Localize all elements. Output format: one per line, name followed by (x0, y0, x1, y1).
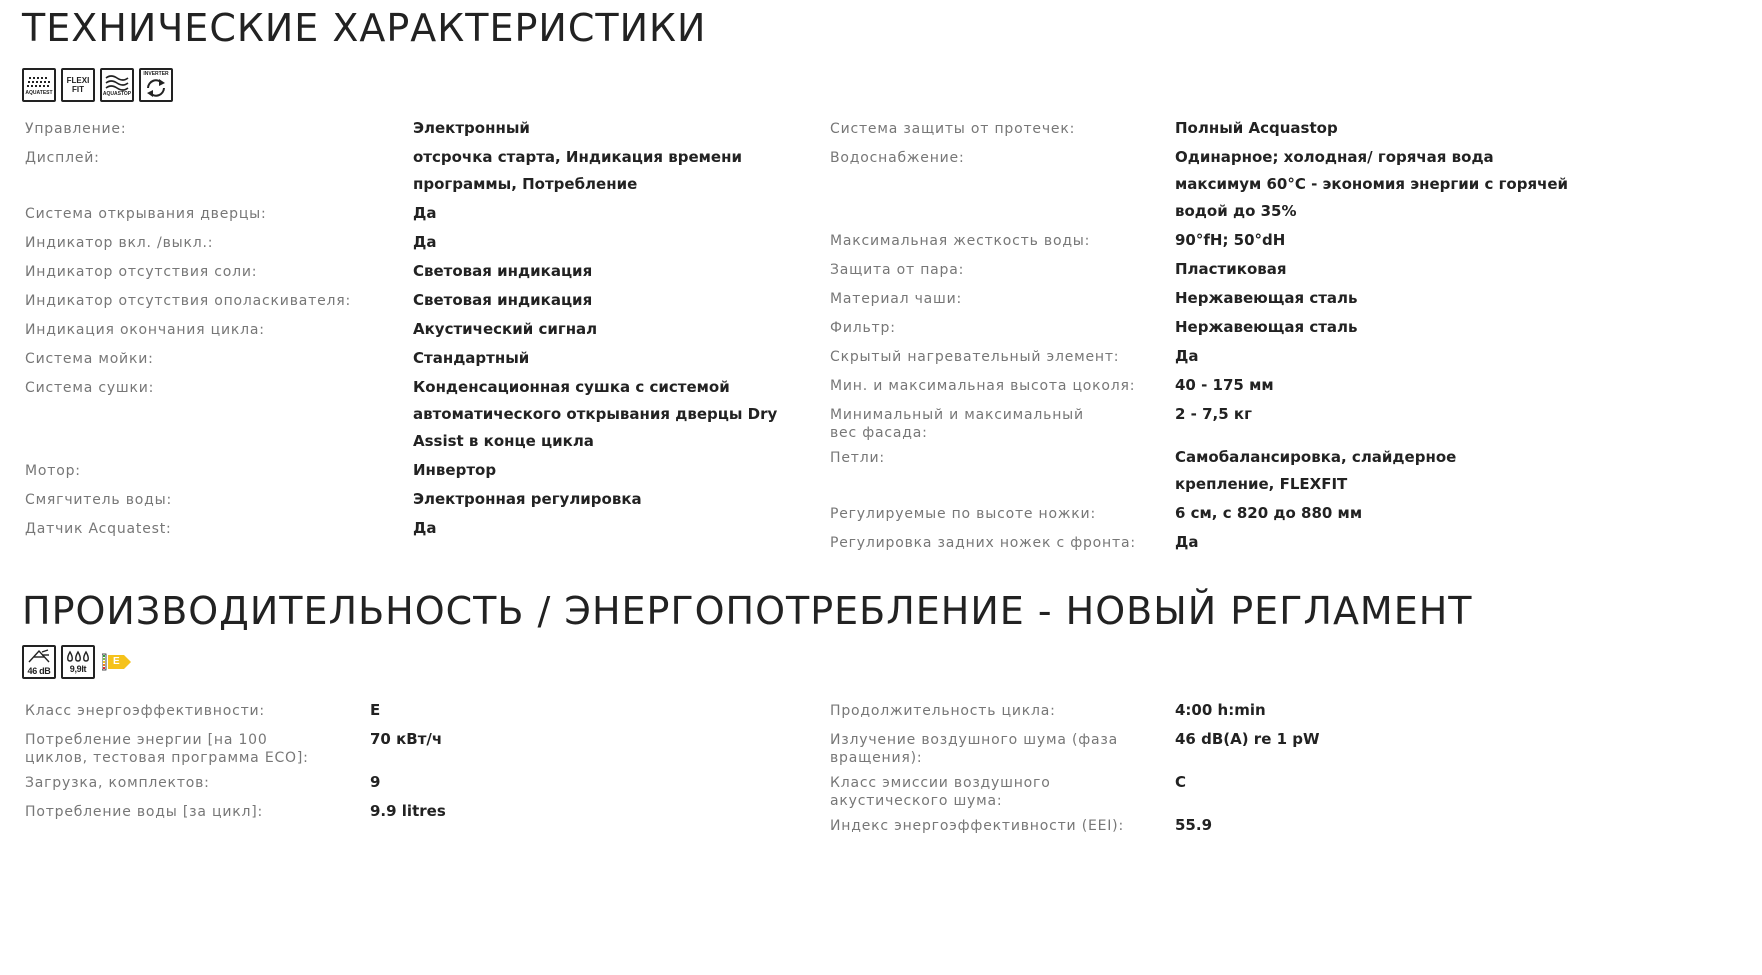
spec-label: Водоснабжение: (830, 150, 965, 166)
spec-value: Одинарное; холодная/ горячая вода максимум 60°C - экономия энергии с горячей водой до 35% (1175, 148, 1569, 220)
spec-label: Загрузка, комплектов: (25, 775, 210, 791)
aquastop-icon (100, 68, 134, 102)
spec-label: Индикатор отсутствия соли: (25, 264, 258, 280)
spec-row (25, 457, 793, 484)
spec-value: 40 - 175 мм (1175, 376, 1274, 394)
spec-row (25, 374, 793, 455)
spec-row (25, 726, 750, 767)
inverter-icon (139, 68, 173, 102)
spec-label: Минимальный и максимальный вес фасада: (830, 407, 1084, 441)
spec-value: Да (413, 233, 437, 251)
spec-row (25, 258, 793, 285)
spec-value: Нержавеющая сталь (1175, 289, 1358, 307)
spec-value: Электронный (413, 119, 530, 137)
noise-46db-icon-caption: 46 dB (27, 666, 51, 676)
spec-value: Конденсационная сушка с системой автоматического открывания дверцы Dry Assist в конце цикла (413, 378, 778, 450)
spec-label: Класс эмиссии воздушного акустического шума: (830, 775, 1051, 809)
spec-value: 70 кВт/ч (370, 730, 443, 748)
spec-label: Регулировка задних ножек с фронта: (830, 535, 1136, 551)
spec-label: Фильтр: (830, 320, 896, 336)
flexi-fit-icon-caption: FLEXI FIT (66, 76, 90, 94)
spec-label: Регулируемые по высоте ножки: (830, 506, 1096, 522)
spec-row (25, 229, 793, 256)
aquatest-icon-caption: AQUATEST (25, 89, 53, 96)
technical-specs-right (830, 115, 1575, 556)
spec-row (25, 697, 750, 724)
spec-row (830, 256, 1575, 283)
spec-row (830, 401, 1575, 442)
spec-row (25, 316, 793, 343)
spec-row (830, 769, 1575, 810)
spec-label: Мотор: (25, 463, 81, 479)
spec-label: Потребление воды [за цикл]: (25, 804, 264, 820)
spec-row (25, 144, 793, 198)
spec-value: 6 см, с 820 до 880 мм (1175, 504, 1363, 522)
spec-label: Система защиты от протечек: (830, 121, 1076, 137)
spec-row (830, 343, 1575, 370)
spec-value: Да (413, 519, 437, 537)
spec-label: Индикатор вкл. /выкл.: (25, 235, 214, 251)
spec-row (25, 115, 793, 142)
spec-label: Класс энергоэффективности: (25, 703, 265, 719)
spec-label: Индекс энергоэффективности (EEI): (830, 818, 1124, 834)
performance-specs-right (830, 697, 1575, 839)
spec-value: Электронная регулировка (413, 490, 642, 508)
spec-row (830, 444, 1575, 498)
spec-row (830, 697, 1575, 724)
section-title-technical: ТЕХНИЧЕСКИЕ ХАРАКТЕРИСТИКИ (22, 6, 707, 50)
spec-value: E (370, 701, 381, 719)
spec-label: Мин. и максимальная высота цоколя: (830, 378, 1136, 394)
spec-value: Полный Acquastop (1175, 119, 1338, 137)
spec-value: C (1175, 773, 1187, 791)
spec-label: Смягчитель воды: (25, 492, 172, 508)
spec-row (25, 798, 750, 825)
spec-value: Да (413, 204, 437, 222)
spec-label: Датчик Acquatest: (25, 521, 172, 537)
flexi-fit-icon (61, 68, 95, 102)
spec-label: Дисплей: (25, 150, 100, 166)
spec-value: 9.9 litres (370, 802, 446, 820)
spec-label: Петли: (830, 450, 885, 466)
spec-value: Да (1175, 533, 1199, 551)
performance-specs-left (25, 697, 750, 825)
spec-label: Материал чаши: (830, 291, 963, 307)
spec-label: Индикатор отсутствия ополаскивателя: (25, 293, 351, 309)
spec-row (25, 486, 793, 513)
spec-value: Световая индикация (413, 262, 593, 280)
spec-row (830, 529, 1575, 556)
spec-value: 4:00 h:min (1175, 701, 1266, 719)
spec-value: 46 dB(A) re 1 pW (1175, 730, 1320, 748)
spec-row (830, 314, 1575, 341)
spec-label: Потребление энергии [на 100 циклов, тестовая программа ECO]: (25, 732, 309, 766)
technical-specs-left (25, 115, 793, 542)
water-9-9lt-icon-caption: 9,9lt (69, 664, 87, 674)
spec-value: 55.9 (1175, 816, 1213, 834)
water-9-9lt-icon (61, 645, 95, 679)
spec-row (25, 769, 750, 796)
spec-value: Инвертор (413, 461, 497, 479)
spec-row (830, 144, 1575, 225)
spec-label: Защита от пара: (830, 262, 965, 278)
spec-row (830, 285, 1575, 312)
spec-value: Стандартный (413, 349, 530, 367)
spec-value: 2 - 7,5 кг (1175, 405, 1252, 423)
spec-value: Акустический сигнал (413, 320, 598, 338)
spec-value: 9 (370, 773, 381, 791)
spec-row (830, 812, 1575, 839)
spec-label: Излучение воздушного шума (фаза вращения): (830, 732, 1118, 766)
spec-row (25, 345, 793, 372)
noise-46db-icon (22, 645, 56, 679)
spec-row (25, 200, 793, 227)
spec-value: 90°fH; 50°dH (1175, 231, 1286, 249)
spec-row (25, 287, 793, 314)
feature-icons-performance (22, 645, 132, 679)
spec-label: Управление: (25, 121, 127, 137)
aquastop-icon-caption: AQUASTOP (102, 90, 132, 97)
spec-row (830, 115, 1575, 142)
energy-class-e-label: E (113, 656, 120, 667)
spec-value: отсрочка старта, Индикация времени программы, Потребление (413, 148, 742, 193)
spec-row (830, 372, 1575, 399)
inverter-icon-caption: INVERTER (143, 70, 169, 77)
spec-row (830, 500, 1575, 527)
aquatest-icon (22, 68, 56, 102)
spec-label: Система открывания дверцы: (25, 206, 267, 222)
energy-class-e-icon (102, 652, 132, 672)
spec-label: Система мойки: (25, 351, 154, 367)
spec-value: Нержавеющая сталь (1175, 318, 1358, 336)
spec-label: Продолжительность цикла: (830, 703, 1056, 719)
spec-label: Система сушки: (25, 380, 155, 396)
spec-value: Световая индикация (413, 291, 593, 309)
spec-label: Скрытый нагревательный элемент: (830, 349, 1120, 365)
section-title-performance: ПРОИЗВОДИТЕЛЬНОСТЬ / ЭНЕРГОПОТРЕБЛЕНИЕ - НОВЫЙ РЕГЛАМЕНТ (22, 589, 1473, 633)
spec-value: Да (1175, 347, 1199, 365)
spec-value: Пластиковая (1175, 260, 1287, 278)
spec-row (830, 227, 1575, 254)
spec-label: Индикация окончания цикла: (25, 322, 265, 338)
spec-label: Максимальная жесткость воды: (830, 233, 1091, 249)
spec-value: Самобалансировка, слайдерное крепление, FLEXFIT (1175, 448, 1457, 493)
feature-icons-technical (22, 68, 173, 102)
spec-row (830, 726, 1575, 767)
spec-row (25, 515, 793, 542)
